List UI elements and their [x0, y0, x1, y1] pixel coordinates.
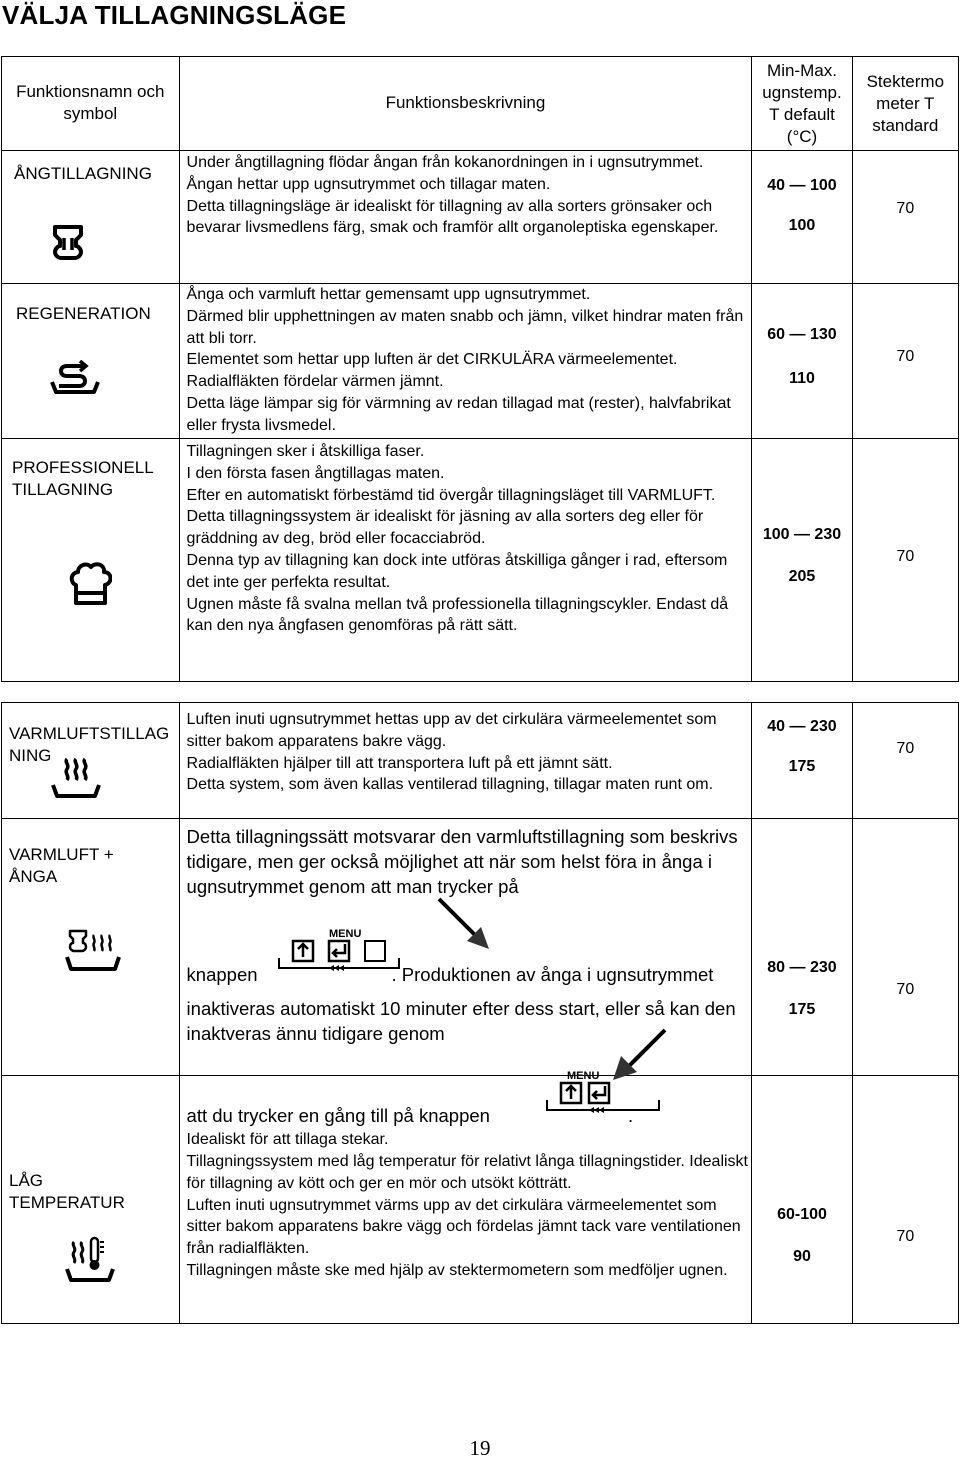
convection-steam-icon — [64, 927, 122, 973]
table-row — [2, 439, 959, 682]
default-temperature: 175 — [788, 1001, 816, 1018]
table-row — [2, 819, 959, 1076]
temperature-range: 100 — 230 — [762, 526, 842, 543]
default-temperature: 90 — [793, 1248, 811, 1265]
default-temperature: 100 — [788, 217, 816, 234]
default-temperature: 110 — [789, 370, 815, 387]
default-temperature: 175 — [788, 758, 816, 775]
table-row — [2, 1076, 959, 1324]
cooking-modes-table-1 — [1, 56, 959, 682]
menu-label: MENU — [328, 928, 361, 940]
probe-temperature: 70 — [896, 981, 915, 998]
header-oven-temperature: Min-Max. ugnstemp. T default (°C) — [752, 57, 852, 151]
probe-temperature: 70 — [896, 200, 915, 217]
temperature-range: 60 — 130 — [767, 326, 837, 343]
function-name: REGENERATION — [16, 304, 151, 323]
convection-icon — [50, 755, 102, 799]
steam-icon — [46, 221, 90, 265]
header-probe-temperature: Stektermo meter T standard — [852, 57, 958, 151]
temperature-range: 40 — 100 — [767, 177, 837, 194]
cooking-modes-table-2 — [1, 702, 959, 1324]
default-temperature: 205 — [788, 568, 816, 585]
header-function-description: Funktionsbeskrivning — [179, 57, 752, 151]
menu-label: MENU — [566, 1070, 599, 1082]
table-row — [2, 284, 959, 439]
function-description: Ånga och varmluft hettar gemensamt upp ugnsutrymmet. Därmed blir upphettningen av maten snabb och jämn, vilket hindrar maten från att bli torr. Elementet som hettar upp luften är det CIRKULÄRA värmeelementet. Radialfläkten fördelar värmen jämnt. Detta läge lämpar sig för värmning av redan tillagad mat (rester), halvfabrikat eller frysta livsmedel. — [179, 284, 752, 439]
page-number: 19 — [469, 1436, 491, 1460]
low-temperature-icon — [64, 1236, 116, 1284]
function-name: VARMLUFTSTILLAGNING — [9, 724, 170, 765]
probe-temperature: 70 — [896, 1228, 915, 1245]
function-description: Under ångtillagning flödar ångan från kokanordningen in i ugnsutrymmet. Ångan hettar upp ugnsutrymmet och tillagar maten. Detta tillagningsläge är idealiskt för tillagning av alla sorters grönsaker och bevarar livsmedlens färg, smak och framför allt organoleptiska egenskaper. — [179, 151, 752, 284]
function-description: Tillagningen sker i åtskilliga faser. I den första fasen ångtillagas maten. Efter en automatiskt förbestämd tid övergår tillagningsläget till VARMLUFT. Detta tillagningssystem är idealiskt för jäsning av alla sorters deg eller för gräddning av deg, bröd eller focacciabröd. Denna typ av tillagning kan dock inte utföras åtskilliga gånger i rad, eftersom det inte ger perfekta resultat. Ugnen måste få svalna mellan två professionella tillagningscykler. Endast då kan den nya ångfasen genomföras på rätt sätt. — [179, 439, 752, 682]
header-function-name: Funktionsnamn och symbol — [2, 57, 180, 151]
function-name: VARMLUFT + ÅNGA — [9, 845, 114, 886]
table-row — [2, 151, 959, 284]
page-title: VÄLJA TILLAGNINGSLÄGE — [2, 0, 347, 30]
temperature-range: 80 — 230 — [767, 959, 837, 976]
probe-temperature: 70 — [896, 548, 915, 565]
pointer-arrow-icon — [437, 897, 497, 957]
chef-hat-icon — [68, 561, 112, 607]
temperature-range: 60-100 — [777, 1206, 827, 1223]
menu-button-icon[interactable] — [273, 926, 413, 990]
probe-temperature: 70 — [896, 348, 915, 365]
probe-temperature: 70 — [896, 740, 915, 757]
function-description: att du trycker en gång till på knappen . MENU Idealiskt för att tillaga stekar. Tillagningssystem med låg temperatur för relativt långa tillagningstider. Idealiskt för tillagning av kött och ger en mör och utsökt kötträtt. Luften inuti ugnsutrymmet värms upp av det cirkulära värmeelementet som sitter bakom apparatens bakre vägg och fördelas jämnt tack vare ventilationen från radialfläkten. Tillagningen måste ske med hjälp av stektermometern som medföljer ugnen. — [179, 1076, 752, 1324]
table-row — [2, 703, 959, 819]
function-name: PROFESSIONELL TILLAGNING — [12, 458, 154, 499]
function-description: Luften inuti ugnsutrymmet hettas upp av det cirkulära värmeelementet som sitter bakom apparatens bakre vägg. Radialfläkten hjälper till att transportera luft på ett jämnt sätt. Detta system, som även kallas ventilerad tillagning, tillagar maten runt om. — [179, 703, 752, 819]
menu-button-icon[interactable] — [537, 1068, 677, 1132]
function-description: Detta tillagningssätt motsvarar den varmluftstillagning som beskrivs tidigare, men ger också möjlighet att när som helst föra in ånga i ugnsutrymmet genom att man trycker på knappen . Produktionen av ånga i ugnsutrymmet inaktiveras automatiskt 10 minuter efter dess start, eller så kan den inaktveras ännu tidigare genom MENU — [179, 819, 752, 1076]
regeneration-icon — [49, 360, 101, 394]
function-name: LÅG TEMPERATUR — [9, 1171, 125, 1212]
temperature-range: 40 — 230 — [767, 718, 837, 735]
function-name: ÅNGTILLAGNING — [14, 164, 152, 183]
